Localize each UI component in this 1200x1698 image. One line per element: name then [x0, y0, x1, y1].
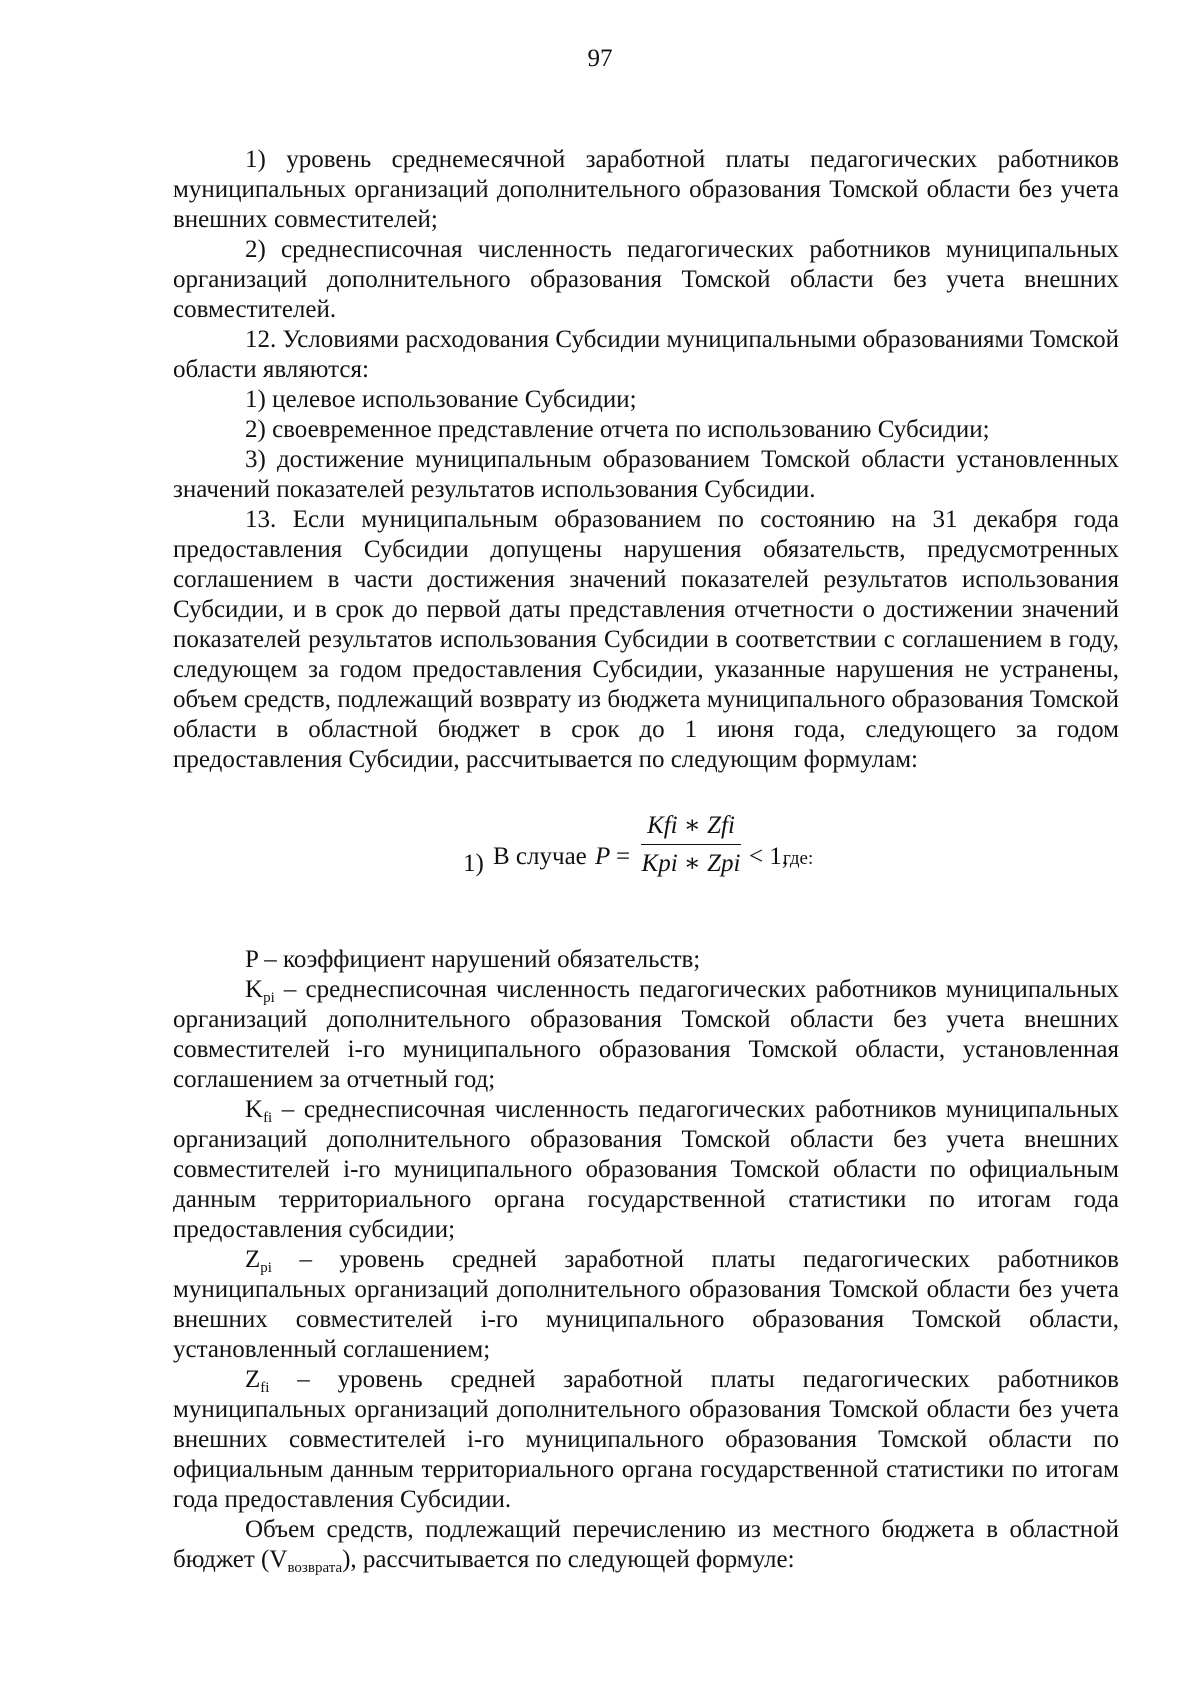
formula-where: где:	[783, 848, 814, 869]
paragraph-condition-1: 1) целевое использование Субсидии;	[245, 386, 637, 413]
page-number: 97	[587, 45, 613, 72]
subscript-fi: fi	[260, 1380, 270, 1396]
definition-text: – уровень средней заработной платы педагогических работников муниципальных организаций дополнительного образования Томской области без учета внешних совместителей i-го муниципального образования Томской области по официальным данным территориального органа государственной статистики по итогам года предоставления Субсидии.	[173, 1366, 1119, 1513]
paragraph-condition-2: 2) своевременное представление отчета по использованию Субсидии;	[245, 416, 990, 443]
paragraph-headcount: 2) среднесписочная численность педагогических работников муниципальных организаций дополнительного образования Томской области без учета внешних совместителей.	[173, 236, 1119, 323]
fraction-bar	[641, 844, 741, 845]
definition-text: – уровень средней заработной платы педагогических работников муниципальных организаций дополнительного образования Томской области без учета внешних совместителей i-го муниципального образования Томской области, установленный соглашением;	[173, 1246, 1119, 1363]
formula-relation: < 1,	[749, 843, 789, 870]
formula-equals: =	[616, 843, 631, 870]
paragraph-transfer-volume	[173, 1515, 1119, 1575]
definition-text: – среднесписочная численность педагогических работников муниципальных организаций дополнительного образования Томской области без учета внешних совместителей i-го муниципального образования Томской области, установленная соглашением за отчетный год;	[173, 976, 1119, 1093]
subscript-vozvrata: возврата	[287, 1560, 343, 1576]
definition-text: – среднесписочная численность педагогических работников муниципальных организаций дополнительного образования Томской области без учета внешних совместителей i-го муниципального образования Томской области по официальным данным территориального органа государственной статистики по итогам года предоставления субсидии;	[173, 1096, 1119, 1243]
symbol-k: K	[245, 976, 264, 1003]
symbol-k: K	[245, 1096, 264, 1123]
formula-fraction	[641, 811, 741, 879]
subscript-pi: pi	[263, 990, 275, 1006]
definition-zpi	[173, 1245, 1119, 1365]
formula-denominator: Kpi ∗ Zpi	[641, 850, 741, 877]
symbol-z: Z	[245, 1366, 261, 1393]
transfer-text-before: Объем средств, подлежащий перечислению из местного бюджета в областной бюджет (V	[173, 1516, 1119, 1573]
formula-violation-coefficient	[173, 809, 1119, 909]
definition-p: P – коэффициент нарушений обязательств;	[245, 946, 701, 973]
paragraph-section-12: 12. Условиями расходования Субсидии муниципальными образованиями Томской области являются:	[173, 326, 1119, 383]
subscript-pi: pi	[260, 1260, 272, 1276]
formula-case-text: В случае	[493, 843, 587, 870]
paragraph-section-13: 13. Если муниципальным образованием по состоянию на 31 декабря года предоставления Субсидии допущены нарушения обязательств, предусмотренных соглашением в части достижения значений показателей результатов использования Субсидии, и в срок до первой даты представления отчетности о достижении значений показателей результатов использования Субсидии в соответствии с соглашением в году, следующем за годом предоставления Субсидии, указанные нарушения не устранены, объем средств, подлежащий возврату из бюджета муниципального образования Томской области в областной бюджет в срок до 1 июня года, следующего за годом предоставления Субсидии, рассчитывается по следующим формулам:	[173, 506, 1119, 773]
definition-kfi	[173, 1095, 1119, 1245]
paragraph-condition-3: 3) достижение муниципальным образованием Томской области установленных значений показателей результатов использования Субсидии.	[173, 446, 1119, 503]
definition-zfi	[173, 1365, 1119, 1515]
formula-number: 1)	[463, 850, 484, 877]
symbol-z: Z	[245, 1246, 261, 1273]
definition-kpi	[173, 975, 1119, 1095]
paragraph-salary-level: 1) уровень среднемесячной заработной платы педагогических работников муниципальных организаций дополнительного образования Томской области без учета внешних совместителей;	[173, 146, 1119, 233]
transfer-text-after: ), рассчитывается по следующей формуле:	[342, 1546, 795, 1573]
document-body	[173, 145, 1119, 1575]
formula-numerator: Kfi ∗ Zfi	[647, 812, 735, 839]
formula-p-variable: P	[595, 843, 611, 870]
subscript-fi: fi	[263, 1110, 273, 1126]
